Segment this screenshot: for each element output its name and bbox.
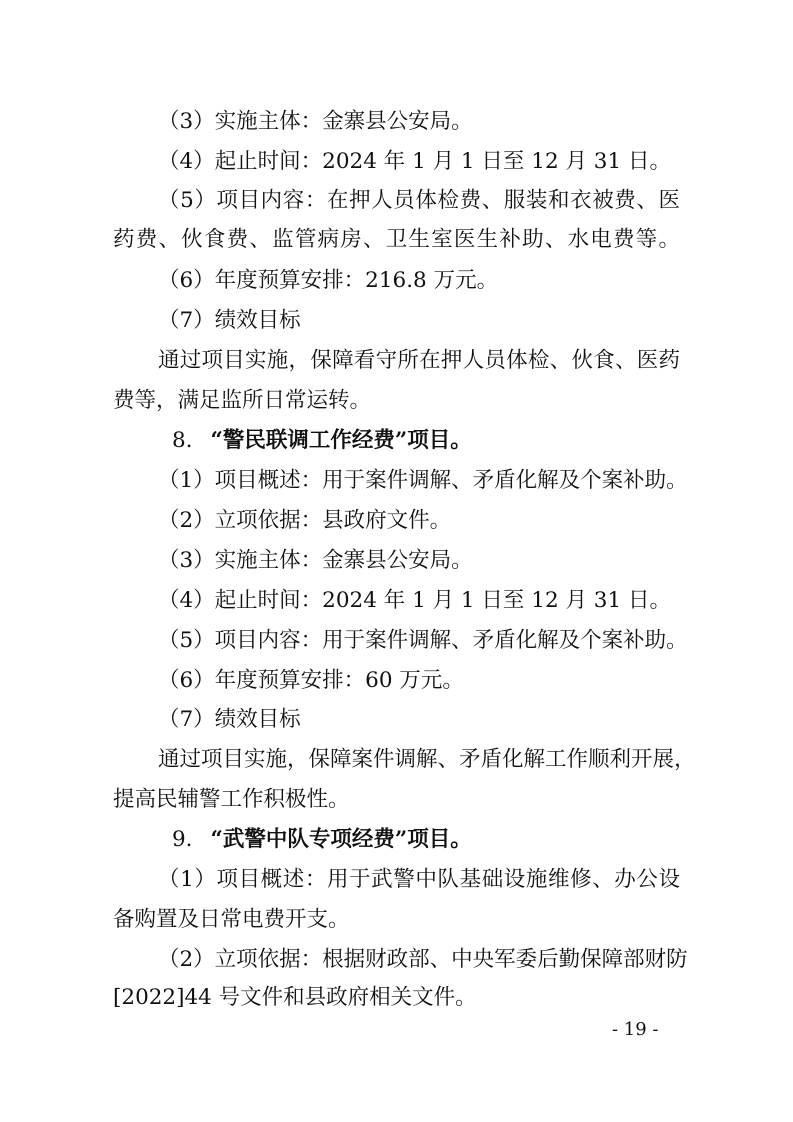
goal-text-line-2: 费等，满足监所日常运转。 — [113, 388, 372, 413]
item-basis-line-2: [2022]44 号文件和县政府相关文件。 — [113, 985, 477, 1010]
item-budget: （6）年度预算安排：60 万元。 — [158, 668, 464, 693]
item-basis: （2）立项依据：县政府文件。 — [158, 508, 452, 533]
goal-text-line-2: 提高民辅警工作积极性。 — [113, 787, 350, 812]
section-heading-8 — [172, 427, 472, 455]
item-period: （4）起止时间：2024 年 1 月 1 日至 12 月 31 日。 — [158, 588, 671, 613]
section-heading-9 — [172, 826, 472, 854]
item-content-line-2: 药费、伙食费、监管病房、卫生室医生补助、水电费等。 — [113, 227, 680, 252]
item-overview: （1）项目概述：用于案件调解、矛盾化解及个案补助。 — [158, 468, 688, 493]
item-content-line-1: （5）项目内容：在押人员体检费、服装和衣被费、医 — [158, 188, 680, 213]
item-period: （4）起止时间：2024 年 1 月 1 日至 12 月 31 日。 — [158, 149, 671, 174]
item-overview-line-1: （1）项目概述：用于武警中队基础设施维修、办公设 — [158, 867, 680, 892]
item-content: （5）项目内容：用于案件调解、矛盾化解及个案补助。 — [158, 628, 688, 653]
section-number: 9. — [172, 827, 193, 852]
goal-text-line-1: 通过项目实施，保障看守所在押人员体检、伙食、医药 — [158, 348, 680, 373]
section-title: “武警中队专项经费”项目。 — [210, 827, 472, 852]
item-goal-heading: （7）绩效目标 — [158, 707, 301, 732]
page-number: - 19 - — [612, 1019, 659, 1040]
section-title: “警民联调工作经费”项目。 — [210, 428, 472, 453]
item-implementer: （3）实施主体：金寨县公安局。 — [158, 548, 473, 573]
section-number: 8. — [172, 428, 193, 453]
goal-text-line-1: 通过项目实施，保障案件调解、矛盾化解工作顺利开展， — [158, 747, 696, 772]
item-basis-line-1: （2）立项依据：根据财政部、中央军委后勤保障部财防 — [158, 947, 688, 972]
item-implementer: （3）实施主体：金寨县公安局。 — [158, 109, 473, 134]
item-goal-heading: （7）绩效目标 — [158, 308, 301, 333]
item-overview-line-2: 备购置及日常电费开支。 — [113, 907, 350, 932]
item-budget: （6）年度预算安排：216.8 万元。 — [158, 268, 499, 293]
